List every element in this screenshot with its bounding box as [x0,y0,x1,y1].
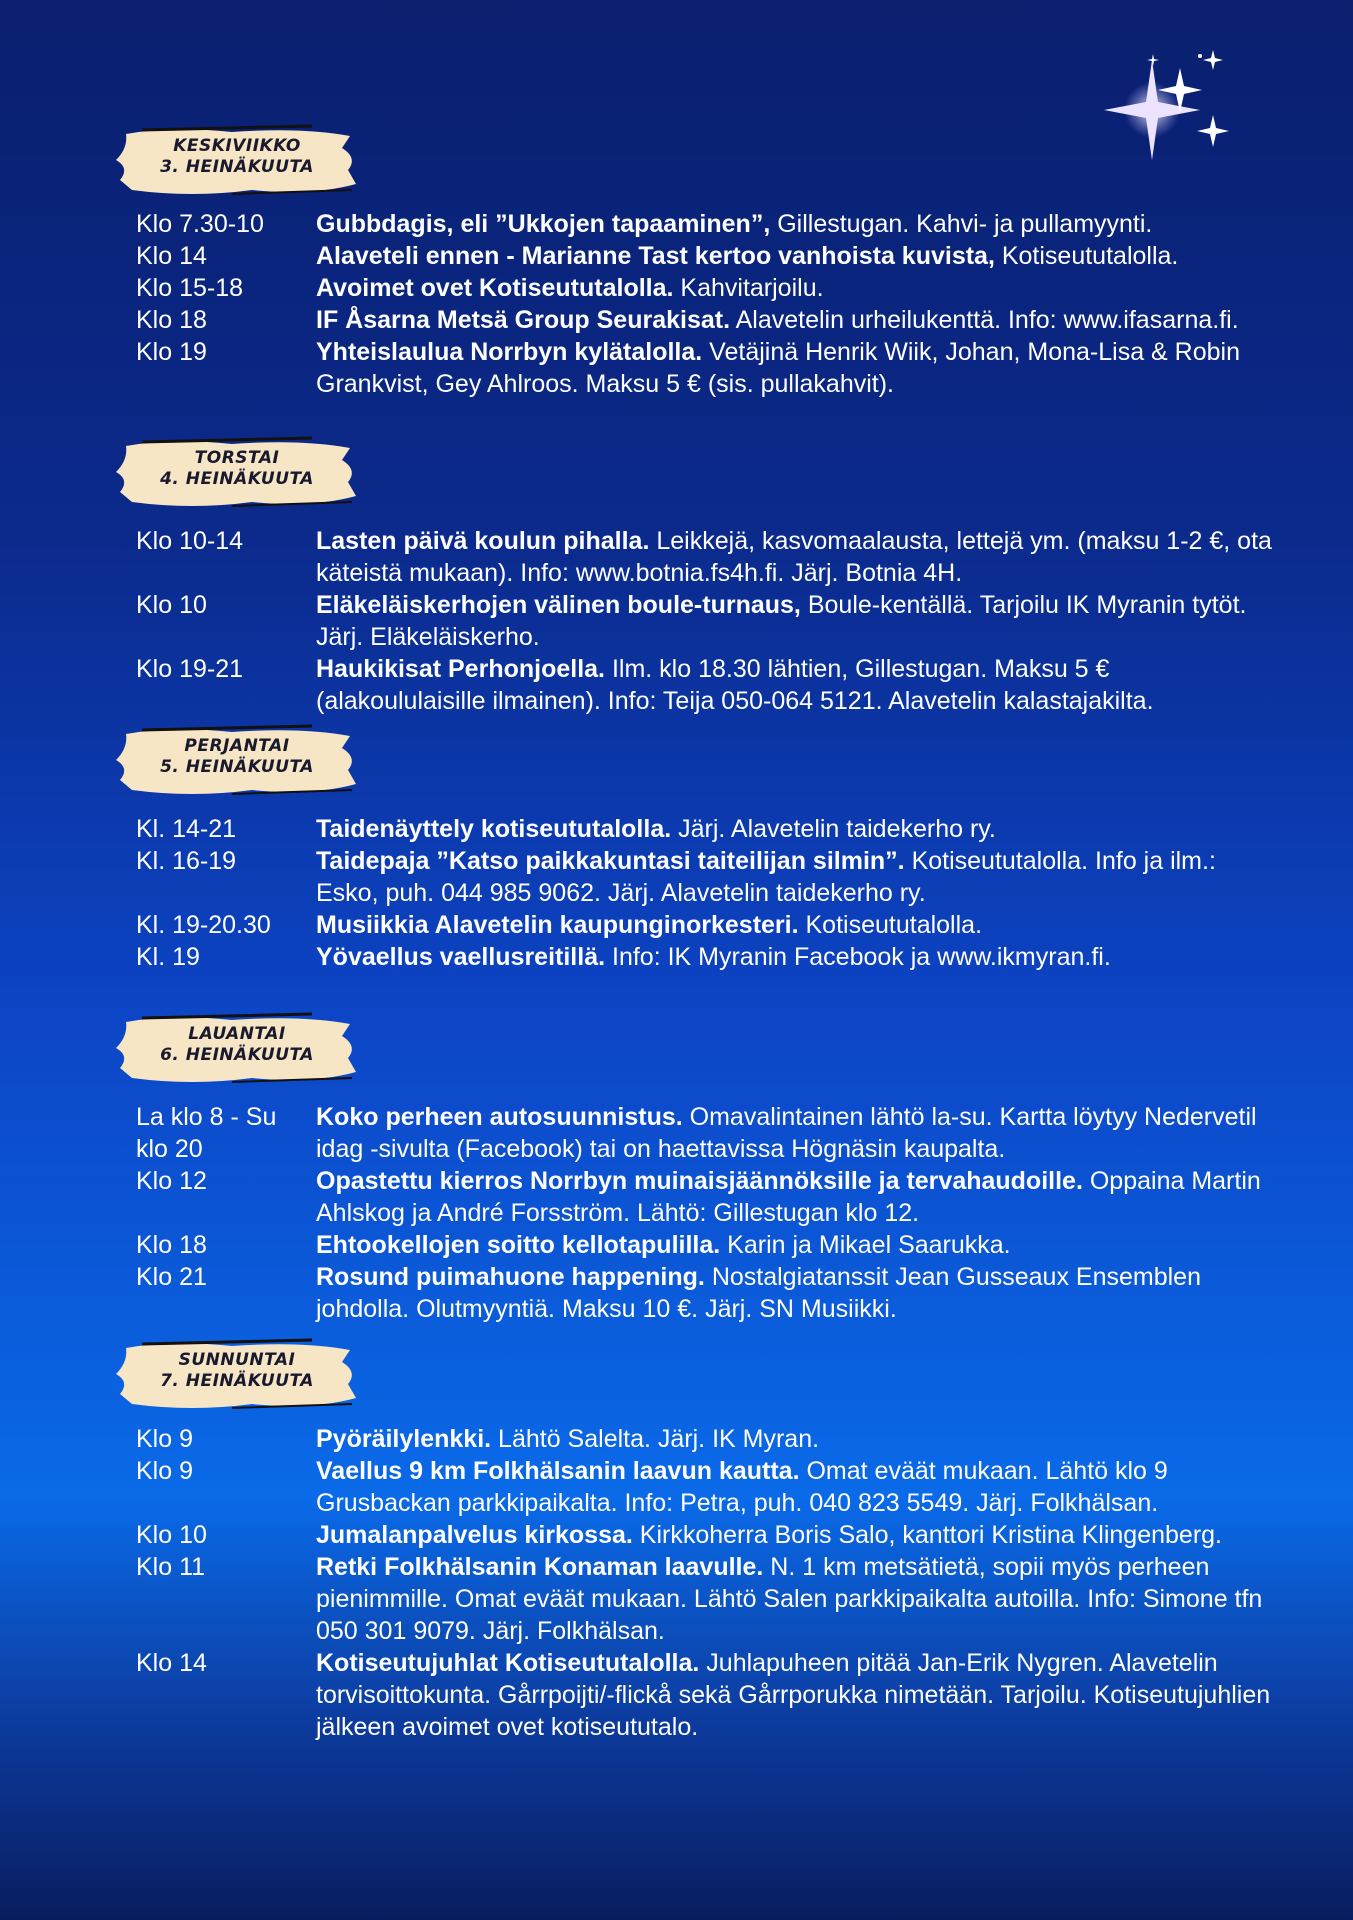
event-row [136,813,1276,845]
event-title: Taidepaja ”Katso paikkakuntasi taiteilijan silmin”. [316,847,905,875]
event-time: Klo 19 [136,338,207,366]
event-text: Boule-kentällä. Tarjoilu IK Myranin tytöt. Järj. Eläkeläiskerho. [316,591,1247,651]
event-text: Kotiseututalolla. Info ja ilm.: Esko, puh. 044 985 9062. Järj. Alavetelin taidekerho ry. [316,847,1216,907]
event-time: Kl. 16-19 [136,847,237,875]
event-text: Ilm. klo 18.30 lähtien, Gillestugan. Maksu 5 € (alakoululaisille ilmainen). Info: Teija 050-064 5121. Alavetelin kalastajakilta. [316,655,1154,715]
event-text: Omavalintainen lähtö la-su. Kartta löytyy Nedervetil idag -sivulta (Facebook) tai on haettavissa Högnäsin kaupalta. [316,1103,1257,1163]
badge-day: SUNNUNTAI [178,1350,296,1370]
event-title: Musiikkia Alavetelin kaupunginorkesteri. [316,911,799,939]
day-badge [112,724,362,802]
sparkle-stars-icon [1090,40,1270,170]
event-text: Karin ja Mikael Saarukka. [720,1231,1011,1259]
event-row [136,1551,1276,1647]
event-text: Info: IK Myranin Facebook ja www.ikmyran.fi. [605,943,1111,971]
event-title: Rosund puimahuone happening. [316,1263,705,1291]
event-title: Gubbdagis, eli ”Ukkojen tapaaminen”, [316,210,771,238]
event-row [136,1229,1276,1261]
event-title: Avoimet ovet Kotiseututalolla. [316,274,674,302]
event-time: Klo 7.30-10 [136,210,264,238]
event-title: Pyöräilylenkki. [316,1425,492,1453]
badge-day: KESKIVIIKKO [173,136,301,156]
event-row [136,240,1276,272]
event-time: Kl. 19-20.30 [136,911,271,939]
badge-date: 3. HEINÄKUUTA [160,157,314,177]
event-title: Opastettu kierros Norrbyn muinaisjäännöksille ja tervahaudoille. [316,1167,1083,1195]
event-row [136,1423,1276,1455]
event-title: Retki Folkhälsanin Konaman laavulle. [316,1553,764,1581]
badge-date: 7. HEINÄKUUTA [160,1371,314,1391]
event-time: Klo 18 [136,306,207,334]
event-time: Klo 14 [136,242,207,270]
badge-date: 6. HEINÄKUUTA [160,1045,314,1065]
event-text: Gillestugan. Kahvi- ja pullamyynti. [770,210,1153,238]
event-text: Juhlapuheen pitää Jan-Erik Nygren. Alavetelin torvisoittokunta. Gårrpoijti/-flickå sekä Gårrporukka nimetään. Tarjoilu. Kotiseutujuhlien jälkeen avoimet ovet kotiseututalo. [316,1649,1271,1741]
event-title: Taidenäyttely kotiseututalolla. [316,815,672,843]
event-title: Yövaellus vaellusreitillä. [316,943,606,971]
event-title: Eläkeläiskerhojen välinen boule-turnaus, [316,591,801,619]
event-time: Klo 14 [136,1649,207,1677]
event-row [136,1455,1276,1519]
event-row [136,525,1276,589]
event-time: Kl. 19 [136,943,200,971]
day-badge [112,124,362,202]
event-row [136,909,1276,941]
event-time: Klo 9 [136,1425,193,1453]
event-time: Klo 9 [136,1457,193,1485]
event-text: Järj. Alavetelin taidekerho ry. [671,815,996,843]
event-title: Lasten päivä koulun pihalla. [316,527,650,555]
event-row [136,653,1276,717]
event-text: Oppaina Martin Ahlskog ja André Forsström. Lähtö: Gillestugan klo 12. [316,1167,1261,1227]
event-time: Klo 11 [136,1553,206,1581]
day-badge [112,1338,362,1416]
event-text: Leikkejä, kasvomaalausta, lettejä ym. (maksu 1-2 €, ota käteistä mukaan). Info: www.botnia.fs4h.fi. Järj. Botnia 4H. [316,527,1272,587]
event-row [136,941,1276,973]
event-time: Klo 15-18 [136,274,244,302]
event-title: Ehtookellojen soitto kellotapulilla. [316,1231,721,1259]
badge-day: TORSTAI [194,448,280,468]
event-title: Koko perheen autosuunnistus. [316,1103,683,1131]
event-row [136,1261,1276,1325]
event-text: Kirkkoherra Boris Salo, kanttori Kristina Klingenberg. [632,1521,1223,1549]
event-text: Vetäjinä Henrik Wiik, Johan, Mona-Lisa & Robin Grankvist, Gey Ahlroos. Maksu 5 € (sis. pullakahvit). [316,338,1240,398]
event-time: La klo 8 - Su klo 20 [136,1103,277,1163]
event-row [136,1647,1276,1743]
event-row [136,845,1276,909]
event-row [136,336,1276,400]
event-time: Klo 10 [136,591,207,619]
event-time: Klo 19-21 [136,655,244,683]
badge-date: 5. HEINÄKUUTA [160,757,314,777]
day-badge [112,1012,362,1090]
event-time: Kl. 14-21 [136,815,237,843]
event-time: Klo 21 [136,1263,207,1291]
event-title: Jumalanpalvelus kirkossa. [316,1521,633,1549]
event-text: Omat eväät mukaan. Lähtö klo 9 Grusbackan parkkipaikalta. Info: Petra, puh. 040 823 5549. Järj. Folkhälsan. [316,1457,1168,1517]
event-text: Kotiseututalolla. [798,911,983,939]
event-text: Kahvitarjoilu. [673,274,824,302]
event-title: IF Åsarna Metsä Group Seurakisat. [316,306,731,334]
event-title: Alaveteli ennen - Marianne Tast kertoo vanhoista kuvista, [316,242,995,270]
event-text: Nostalgiatanssit Jean Gusseaux Ensemblen johdolla. Olutmyyntiä. Maksu 10 €. Järj. SN Musiikki. [316,1263,1201,1323]
badge-day: LAUANTAI [188,1024,286,1044]
event-time: Klo 10-14 [136,527,244,555]
event-time: Klo 18 [136,1231,207,1259]
event-text: Lähtö Salelta. Järj. IK Myran. [491,1425,820,1453]
event-row [136,1519,1276,1551]
event-text: Kotiseututalolla. [994,242,1179,270]
badge-date: 4. HEINÄKUUTA [160,469,314,489]
event-text: N. 1 km metsätietä, sopii myös perheen pienimmille. Omat eväät mukaan. Lähtö Salen parkkipaikalta autoilla. Info: Simone tfn 050 301 9079. Järj. Folkhälsan. [316,1553,1263,1645]
event-time: Klo 12 [136,1167,207,1195]
event-title: Vaellus 9 km Folkhälsanin laavun kautta. [316,1457,800,1485]
event-time: Klo 10 [136,1521,207,1549]
event-row [136,589,1276,653]
event-title: Haukikisat Perhonjoella. [316,655,605,683]
event-row [136,304,1276,336]
event-row [136,272,1276,304]
event-row [136,208,1276,240]
event-title: Yhteislaulua Norrbyn kylätalolla. [316,338,703,366]
badge-day: PERJANTAI [184,736,290,756]
event-row [136,1165,1276,1229]
event-text: Alavetelin urheilukenttä. Info: www.ifasarna.fi. [730,306,1239,334]
event-row [136,1101,1276,1165]
day-badge [112,436,362,514]
event-title: Kotiseutujuhlat Kotiseututalolla. [316,1649,700,1677]
